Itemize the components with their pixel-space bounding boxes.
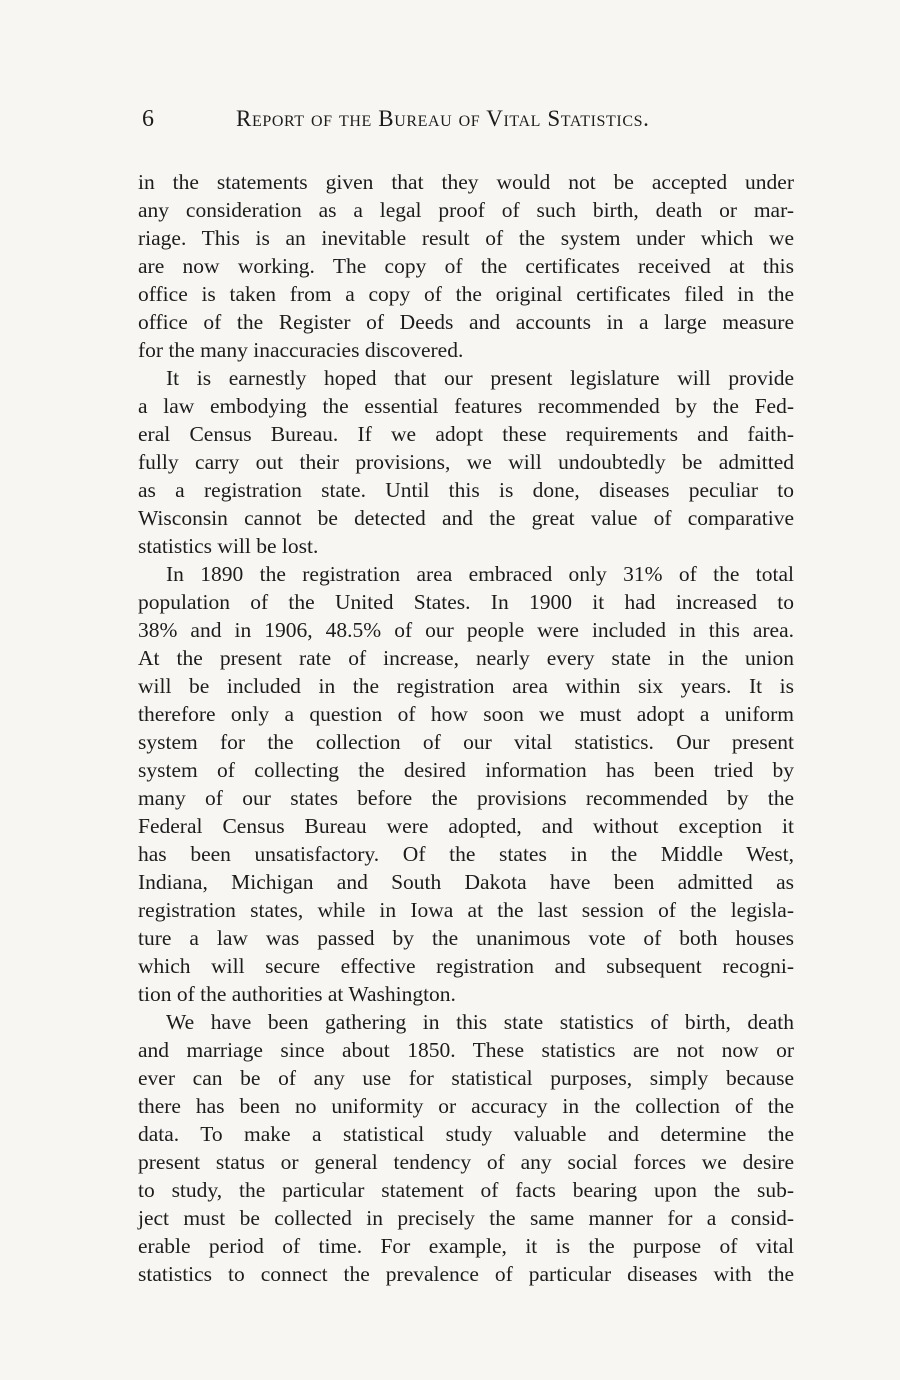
text-line: as a registration state. Until this is done, diseases peculiar to <box>138 478 794 502</box>
text-line: will be included in the registration area within six years. It is <box>138 674 794 698</box>
text-line: statistics to connect the prevalence of particular diseases with the <box>138 1262 794 1286</box>
text-line: has been unsatisfactory. Of the states in the Middle West, <box>138 842 794 866</box>
text-line: 38% and in 1906, 48.5% of our people were included in this area. <box>138 618 794 642</box>
body-text <box>138 168 794 1288</box>
text-line: registration states, while in Iowa at the last session of the legisla- <box>138 898 794 922</box>
text-line: system for the collection of our vital statistics. Our present <box>138 730 794 754</box>
text-line: population of the United States. In 1900 it had increased to <box>138 590 794 614</box>
text-line: erable period of time. For example, it is the purpose of vital <box>138 1234 794 1258</box>
text-line: any consideration as a legal proof of such birth, death or mar- <box>138 198 794 222</box>
text-line: to study, the particular statement of facts bearing upon the sub- <box>138 1178 794 1202</box>
text-line: in the statements given that they would not be accepted under <box>138 170 794 194</box>
text-line: statistics will be lost. <box>138 534 319 558</box>
text-line: ject must be collected in precisely the same manner for a consid- <box>138 1206 794 1230</box>
text-line: fully carry out their provisions, we will undoubtedly be admitted <box>138 450 794 474</box>
text-line: Indiana, Michigan and South Dakota have been admitted as <box>138 870 794 894</box>
running-head: Report of the Bureau of Vital Statistics. <box>236 106 650 131</box>
text-line: there has been no uniformity or accuracy in the collection of the <box>138 1094 794 1118</box>
page-header <box>142 104 722 134</box>
text-line: office of the Register of Deeds and accounts in a large measure <box>138 310 794 334</box>
text-line: are now working. The copy of the certificates received at this <box>138 254 794 278</box>
text-line: riage. This is an inevitable result of the system under which we <box>138 226 794 250</box>
text-line: many of our states before the provisions recommended by the <box>138 786 794 810</box>
page-number: 6 <box>142 106 154 132</box>
text-line: At the present rate of increase, nearly every state in the union <box>138 646 794 670</box>
text-line: office is taken from a copy of the original certificates filed in the <box>138 282 794 306</box>
paragraph-1 <box>138 168 794 364</box>
text-line: a law embodying the essential features recommended by the Fed- <box>138 394 794 418</box>
text-line: which will secure effective registration and subsequent recogni- <box>138 954 794 978</box>
text-line: We have been gathering in this state statistics of birth, death <box>166 1010 794 1034</box>
paragraph-4 <box>138 1008 794 1288</box>
paragraph-2 <box>138 364 794 560</box>
text-line: In 1890 the registration area embraced only 31% of the total <box>166 562 794 586</box>
text-line: for the many inaccuracies discovered. <box>138 338 464 362</box>
text-line: present status or general tendency of any social forces we desire <box>138 1150 794 1174</box>
text-line: ever can be of any use for statistical purposes, simply because <box>138 1066 794 1090</box>
text-line: system of collecting the desired information has been tried by <box>138 758 794 782</box>
text-line: ture a law was passed by the unanimous vote of both houses <box>138 926 794 950</box>
text-line: Federal Census Bureau were adopted, and without exception it <box>138 814 794 838</box>
text-line: tion of the authorities at Washington. <box>138 982 456 1006</box>
text-line: and marriage since about 1850. These statistics are not now or <box>138 1038 794 1062</box>
text-line: data. To make a statistical study valuable and determine the <box>138 1122 794 1146</box>
paragraph-3 <box>138 560 794 1008</box>
text-line: therefore only a question of how soon we must adopt a uniform <box>138 702 794 726</box>
text-line: Wisconsin cannot be detected and the great value of comparative <box>138 506 794 530</box>
text-line: eral Census Bureau. If we adopt these requirements and faith- <box>138 422 794 446</box>
text-line: It is earnestly hoped that our present legislature will provide <box>166 366 794 390</box>
